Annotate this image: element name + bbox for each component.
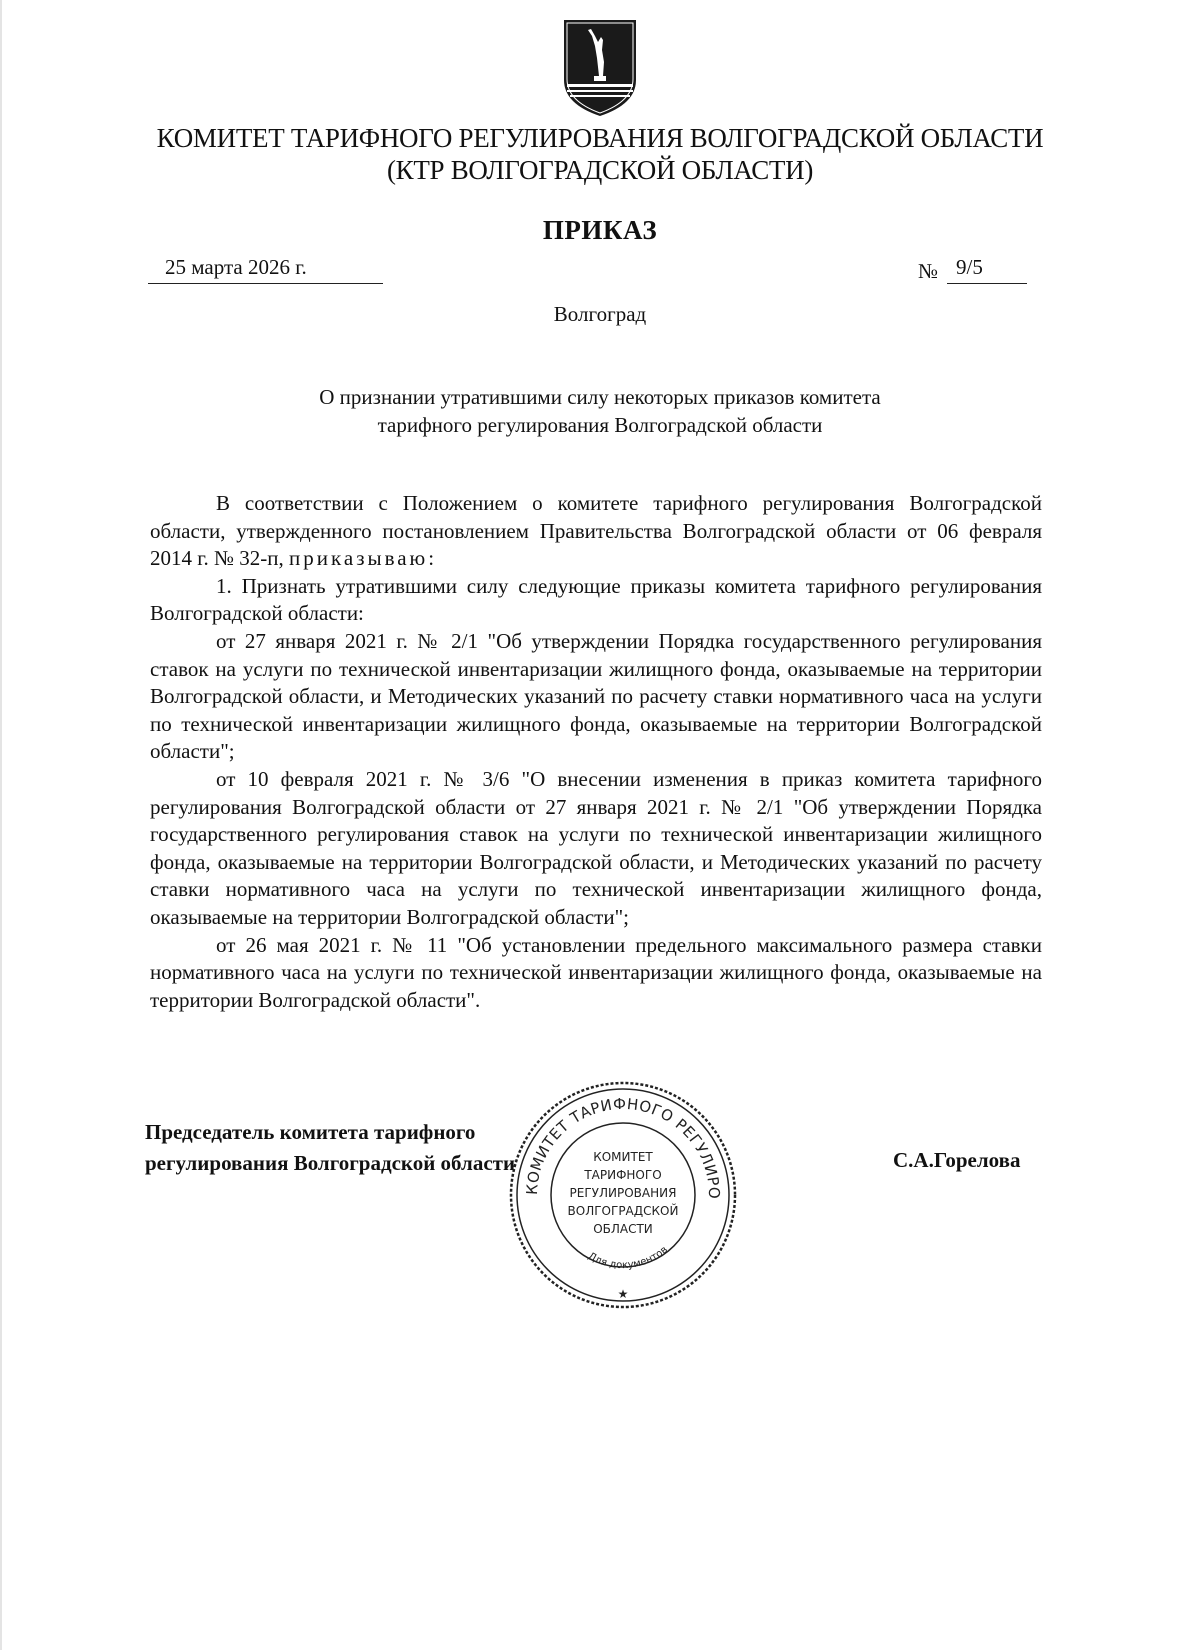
svg-text:Для документов: [586, 1244, 670, 1271]
organization-short-name: (КТР ВОЛГОГРАДСКОЙ ОБЛАСТИ): [386, 155, 814, 185]
paragraph-order-2: от 10 февраля 2021 г. № 3/6 "О внесении изменения в приказ комитета тарифного регулирования Волгоградской области от 27 января 2021 г. № 2/1 "Об утверждении Порядка государственного регулирования ставок на услуги по технической инвентаризации жилищного фонда, оказываемые на территории Волгоградской области, и Методических указаний по расчету ставки нормативного часа на услуги по технической инвентаризации жилищного фонда, оказываемые на территории Волгоградской области";: [150, 766, 1042, 929]
scan-edge: [0, 0, 2, 1650]
seal-inner-line-1: КОМИТЕТ: [593, 1150, 653, 1164]
seal-inner-line-2: ТАРИФНОГО: [584, 1168, 662, 1182]
volgograd-coat-of-arms-icon: [562, 18, 638, 118]
signatory-position: [145, 1117, 515, 1179]
seal-inner-line-3: РЕГУЛИРОВАНИЯ: [569, 1186, 677, 1200]
seal-outer-text: КОМИТЕТ ТАРИФНОГО РЕГУЛИРО: [522, 1094, 724, 1200]
seal-bottom-text: Для документов: [585, 1244, 670, 1272]
document-title: [220, 383, 980, 439]
document-date: 25 марта 2026 г.: [165, 255, 307, 279]
organization-name: КОМИТЕТ ТАРИФНОГО РЕГУЛИРОВАНИЯ ВОЛГОГРАДСКОЙ ОБЛАСТИ: [156, 123, 1044, 153]
paragraph-preamble: [150, 490, 1042, 573]
official-seal: [505, 1077, 741, 1313]
order-word: приказываю:: [289, 546, 438, 571]
title-line-2: тарифного регулирования Волгоградской области: [377, 413, 823, 437]
paragraph-item-1: 1. Признать утратившими силу следующие приказы комитета тарифного регулирования Волгоградской области:: [150, 573, 1042, 626]
document-type: ПРИКАЗ: [542, 215, 658, 245]
seal-inner-line-4: ВОЛГОГРАДСКОЙ: [567, 1204, 679, 1218]
position-line-2: регулирования Волгоградской области: [145, 1151, 516, 1175]
document-number: 9/5: [956, 255, 983, 279]
signatory-name: С.А.Горелова: [893, 1148, 1021, 1172]
number-label: №: [918, 259, 939, 283]
paragraph-order-3: от 26 мая 2021 г. № 11 "Об установлении предельного максимального размера ставки нормативного часа на услуги по технической инвентаризации жилищного фонда, оказываемые на территории Волгоградской области".: [150, 932, 1042, 1012]
position-line-1: Председатель комитета тарифного: [145, 1120, 476, 1144]
preamble-text: В соответствии с Положением о комитете тарифного регулирования Волгоградской области, утвержденного постановлением Правительства Волгоградской области от 06 февраля 2014 г. № 32-п,: [150, 491, 1042, 571]
document-body: [150, 490, 1042, 1014]
seal-star-icon: ★: [617, 1287, 629, 1301]
seal-icon: [505, 1077, 741, 1313]
city: Волгоград: [553, 302, 647, 326]
title-line-1: О признании утратившими силу некоторых приказов комитета: [319, 385, 881, 409]
date-underline: [148, 283, 383, 284]
paragraph-order-1: от 27 января 2021 г. № 2/1 "Об утверждении Порядка государственного регулирования ставок на услуги по технической инвентаризации жилищного фонда, оказываемые на территории Волгоградской области, и Методических указаний по расчету ставки нормативного часа на услуги по технической инвентаризации жилищного фонда, оказываемые на территории Волгоградской области";: [150, 628, 1042, 764]
number-underline: [947, 283, 1027, 284]
seal-inner-line-5: ОБЛАСТИ: [593, 1222, 653, 1236]
